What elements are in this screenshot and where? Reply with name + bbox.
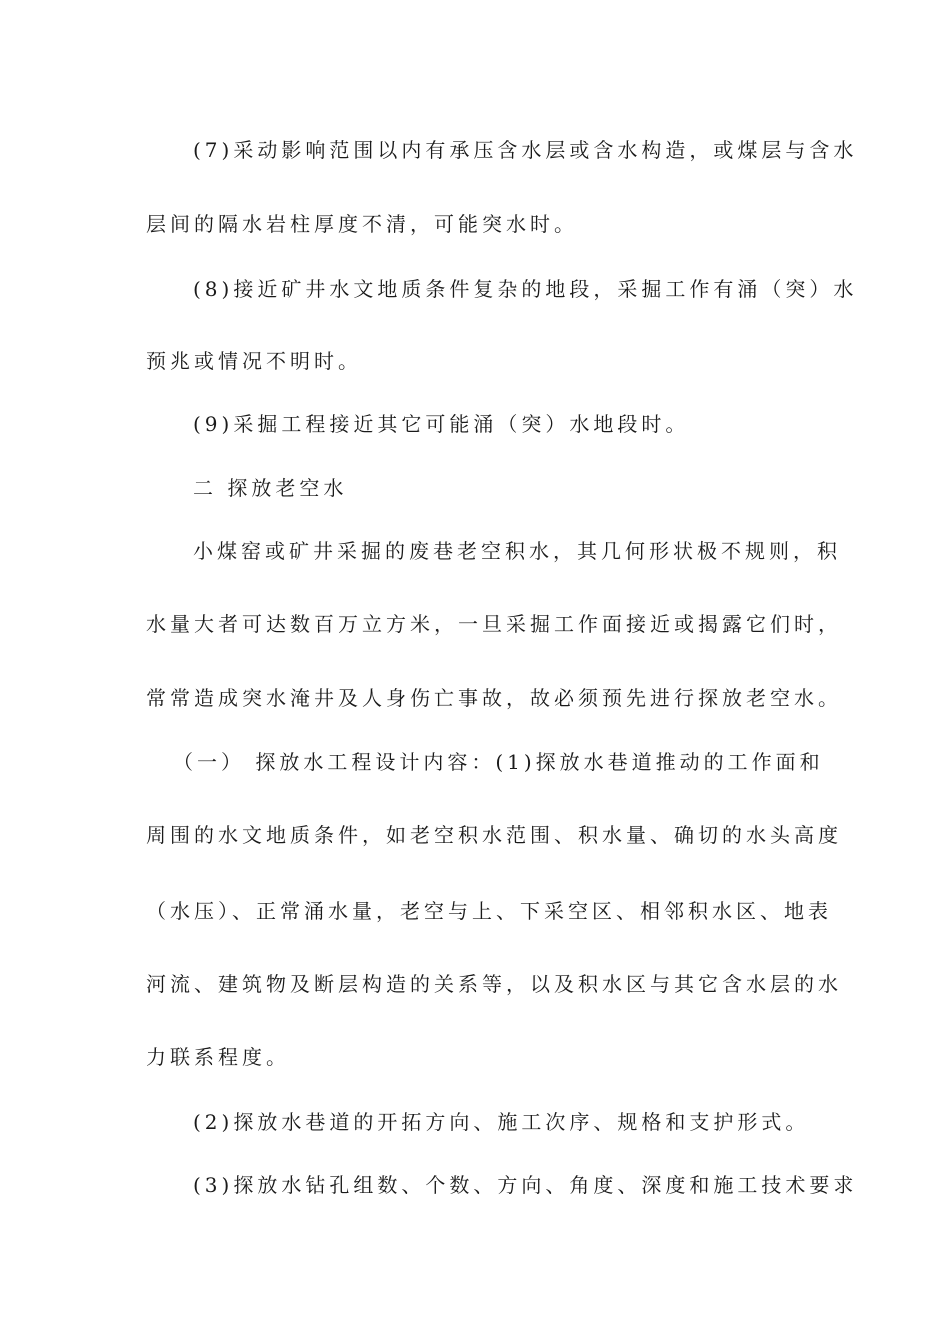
text-line-subsection-1-cont-1: 周围的水文地质条件，如老空积水范围、积水量、确切的水头高度 [146,823,842,847]
text-line-subsection-1: （一） 探放水工程设计内容：(1)探放水巷道推动的工作面和 [173,750,824,774]
text-line-item-3: (3)探放水钻孔组数、个数、方向、角度、深度和施工技术要求 [193,1173,858,1197]
text-line-subsection-1-cont-3: 河流、建筑物及断层构造的关系等，以及积水区与其它含水层的水 [146,972,842,996]
text-line-subsection-1-end: 力联系程度。 [146,1045,290,1069]
text-line-paragraph-1-end: 常常造成突水淹井及人身伤亡事故，故必须预先进行探放老空水。 [146,686,842,710]
text-line-item-7: (7)采动影响范围以内有承压含水层或含水构造，或煤层与含水 [193,138,858,162]
text-line-item-8: (8)接近矿井水文地质条件复杂的地段，采掘工作有涌（突）水 [193,277,858,301]
section-heading: 二 探放老空水 [193,476,348,500]
text-line-paragraph-1-cont: 水量大者可达数百万立方米，一旦采掘工作面接近或揭露它们时， [146,612,842,636]
text-line-item-2: (2)探放水巷道的开拓方向、施工次序、规格和支护形式。 [193,1110,810,1134]
text-line-subsection-1-cont-2: （水压）、正常涌水量，老空与上、下采空区、相邻积水区、地表 [146,899,832,923]
text-line-item-8-cont: 预兆或情况不明时。 [146,349,362,373]
text-line-item-9: (9)采掘工程接近其它可能涌（突）水地段时。 [193,412,690,436]
text-line-item-7-cont: 层间的隔水岩柱厚度不清，可能突水时。 [146,212,578,236]
text-line-paragraph-1: 小煤窑或矿井采掘的废巷老空积水，其几何形状极不规则，积 [193,539,841,563]
